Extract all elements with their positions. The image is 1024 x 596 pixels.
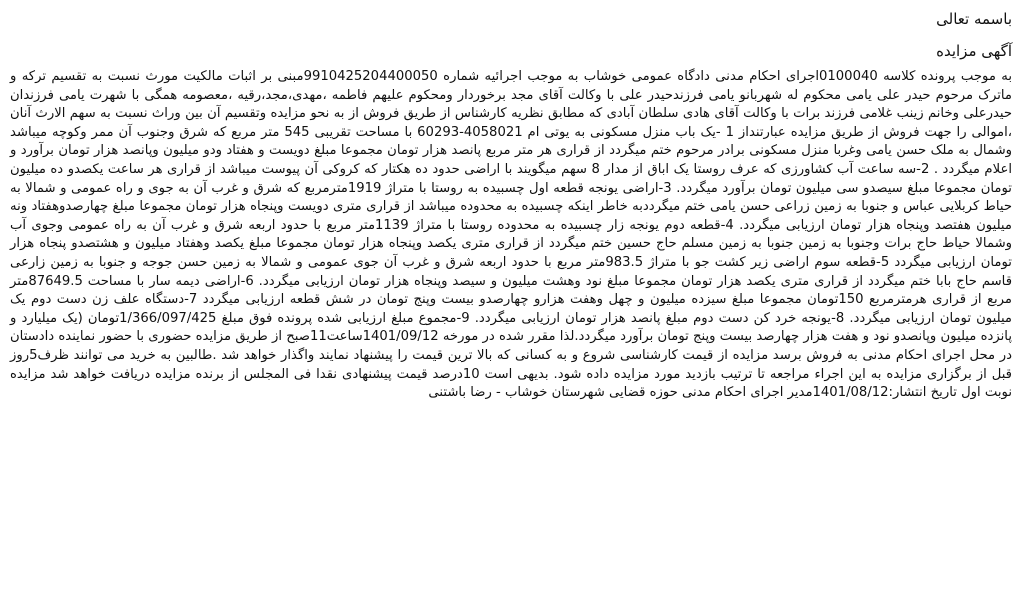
notice-body-text: به موجب پرونده کلاسه 0100040اجرای احکام مدنی دادگاه عمومی خوشاب به موجب اجرائیه شماره 9910425204400050مبنی بر اثبات مالکیت مورث نسبت به تقسیم ترکه و ماترک مرحوم حیدر علی یامی محکوم له شهربانو یامی فرزندحیدر علی با وکالت آقای مجد برخوردار ومحکوم علیهم فاطمه ،مهدی،مجد،رقیه ،معصومه همگی با شهرت یامی فرزندان حیدرعلی وخانم زینب غلامی فرزند برات با وکالت آقای هادی سلطان آبادی که مطابق نظریه کارشناس از طریق فروش از به نحو مزایده وتقسیم آن بین وراث نسبت به سهم الارث آنان ،اموالی را جهت فروش از طریق مزایده عبارتنداز 1 -یک باب منزل مسکونی به یوتی ام 4058021-60293 با مساحت تقریبی 545 متر مربع که شرق وجنوب آن ممر وکوچه میباشد وشمال به ملک حسن یامی وغربا منزل مسکونی برادر مرحوم ختم میگردد از قراری هر متر مربع پانصد هزار تومان مجموعا مبلغ دویست و هفتاد ودو میلیون وپانصد هزار تومان برآورد و اعلام میگردد . 2-سه ساعت آب کشاورزی که عرف روستا یک اباق از مدار 8 سهم میگویند با اراضی حدود ده هکتار که کروکی آن پیوست میباشد از قراری هر ساعت یکصدو ده میلیون تومان مجموعا مبلغ سیصدو سی میلیون تومان برآورد میگردد. 3-اراضی یونجه قطعه اول چسبیده به روستا با متراژ 1919مترمربع که شرق و غرب آن به جوی و راه عمومی و شمالا به حیاط کربلایی عباس و جنوبا به زمین زراعی حسن یامی ختم میگرددبه خاطر اینکه چسبیده به محدوده میباشد از قراری متری دویست وپنجاه هزار تومان مجموعا مبلغ چهارصدوهفتاد ونه میلیون هفتصد وپنجاه هزار تومان ارزیابی میگردد. 4-قطعه دوم یونجه زار چسبیده به محدوده روستا با متراژ 1139متر مربع با حدود اربعه شرق و غرب آن به راه عمومی وجوی آب وشمالا حیاط حاج برات وجنوبا به زمین جنوبا به زمین مسلم حاج حسین ختم میگردد از قراری متری یکصد وپنجاه هزار تومان مجموعا مبلغ یکصد وهفتاد میلیون و هشتصدو پنجاه هزار تومان ارزیابی میگردد 5-قطعه سوم اراضی زیر کشت جو با متراژ 983.5متر مربع با حدود اربعه شرق و غرب آن جوی عمومی و شمالا به زمین حسن جوجه و جنوبا به زمین زارعی قاسم حاج بابا ختم میگردد از قراری متری یکصد هزار تومان مجموعا مبلغ نود وهشت میلیون و سیصد وپنجاه هزار تومان ارزیابی میگردد. 6-اراضی دیمه سار با مساحت 87649.5متر مربع از قراری هرمترمربع 150تومان مجموعا مبلغ سیزده میلیون و چهل وهفت هزارو چهارصدو بیست وپنج تومان در شش قطعه ارزیابی میگردد 7-دستگاه علف زن دست دوم یک میلیون تومان ارزیابی میگردد. 8-یونجه خرد کن دست دوم مبلغ پانصد هزار تومان ارزیابی میگردد. 9-مجموع مبلغ ارزیابی شده پرونده فوق مبلغ 1/366/097/425تومان (یک میلیارد و پانزده میلیون وپانصدو نود و هفت هزار چهارصد بیست وپنج تومان برآورد میگردد.لذا مقرر شده در مورخه 1401/09/12ساعت11صبح از طریق مزایده حضوری با حضور نماینده دادستان در محل اجرای احکام مدنی به فروش برسد مزایده از قیمت کارشناسی شروع و به کسانی که بالا ترین قیمت را پیشنهاد نمایند واگذار خواهد شد .طالبین به خرید می توانند ظرف5روز قبل از برگزاری مزایده به این اجراء مراجعه تا ترتیب بازدید مورد مزایده داده شود. بدیهی است 10درصد قیمت پیشنهادی نقدا فی المجلس از برنده مزایده دریافت خواهد شد مزایده نوبت اول تاریخ انتشار:1401/08/12مدیر اجرای احکام مدنی حوزه قضایی شهرستان خوشاب - رضا باشتنی (10, 69, 1013, 401)
invocation-heading: باسمه تعالی (936, 10, 1012, 28)
notice-title: آگهی مزایده (936, 42, 1012, 60)
